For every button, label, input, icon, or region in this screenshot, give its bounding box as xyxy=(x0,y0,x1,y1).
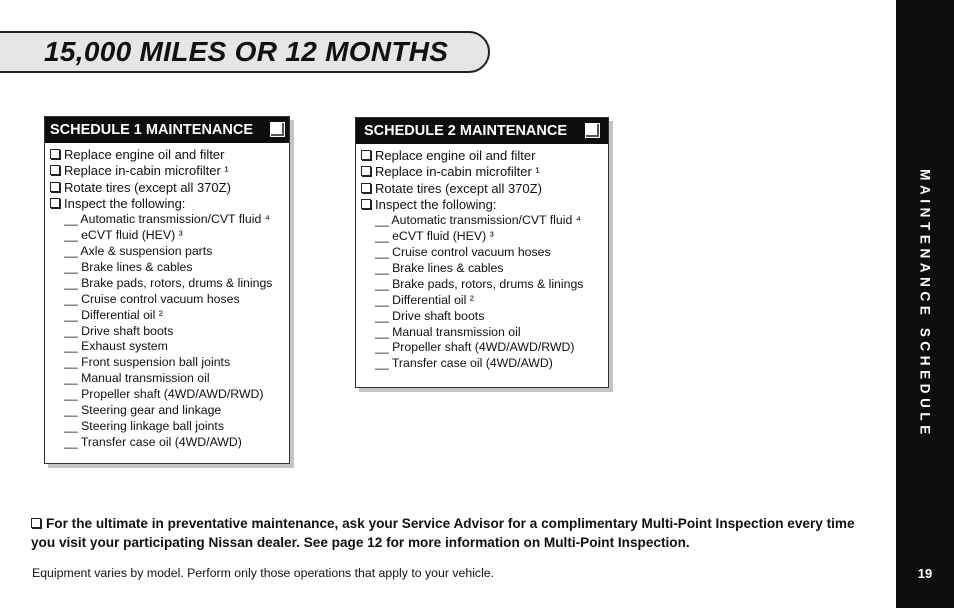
checkbox-icon[interactable] xyxy=(50,198,60,208)
page-number: 19 xyxy=(917,566,933,581)
inspection-subitem xyxy=(50,308,289,324)
checklist-item xyxy=(50,147,289,163)
schedule-1-header xyxy=(45,117,289,143)
item-label: __ Automatic transmission/CVT fluid ⁴ xyxy=(375,213,581,228)
inspection-subitem xyxy=(50,435,289,451)
checklist-item xyxy=(361,164,608,180)
item-label: Inspect the following: xyxy=(375,196,497,212)
inspection-subitem xyxy=(361,229,608,245)
inspection-subitem xyxy=(361,356,608,372)
item-label: __ eCVT fluid (HEV) ³ xyxy=(64,228,183,243)
item-label: __ Propeller shaft (4WD/AWD/RWD) xyxy=(64,387,264,402)
item-label: __ Differential oil ² xyxy=(375,292,474,307)
schedule-1-box xyxy=(44,116,290,464)
inspection-subitem xyxy=(50,244,289,260)
checkbox-icon[interactable] xyxy=(31,518,41,528)
item-label: __ Axle & suspension parts xyxy=(64,244,213,258)
side-section-label: MAINTENANCE SCHEDULE xyxy=(917,169,933,439)
item-label: __ Automatic transmission/CVT fluid ⁴ xyxy=(64,212,270,227)
inspection-subitem xyxy=(361,325,608,341)
checklist-item xyxy=(50,163,289,179)
item-label: Inspect the following: xyxy=(64,195,186,211)
multi-point-inspection-note xyxy=(31,515,881,552)
item-label: __ Transfer case oil (4WD/AWD) xyxy=(375,356,553,371)
item-label: __ Drive shaft boots xyxy=(64,323,174,338)
checkbox-icon[interactable] xyxy=(50,165,60,175)
note-text: For the ultimate in preventative maintenance, ask your Service Advisor for a complimentary Multi-Point Inspection every time you visit your participating Nissan dealer. See page 12 for more information on Multi-Point Inspection. xyxy=(31,516,855,550)
inspection-subitem xyxy=(361,213,608,229)
checklist-item xyxy=(361,181,608,197)
checkbox-icon[interactable] xyxy=(361,183,371,193)
item-label: Replace in-cabin microfilter ¹ xyxy=(64,163,229,179)
inspection-subitem xyxy=(50,339,289,355)
inspection-subitem xyxy=(361,340,608,356)
checkbox-icon[interactable] xyxy=(50,149,60,159)
inspection-subitem xyxy=(361,261,608,277)
item-label: __ eCVT fluid (HEV) ³ xyxy=(375,229,494,244)
inspection-subitem xyxy=(361,293,608,309)
checkbox-icon[interactable] xyxy=(50,182,60,192)
footer-disclaimer: Equipment varies by model. Perform only those operations that apply to your vehicle. xyxy=(32,566,495,580)
inspection-subitem xyxy=(361,277,608,293)
inspection-subitem xyxy=(50,260,289,276)
item-label: Replace in-cabin microfilter ¹ xyxy=(375,164,540,180)
item-label: __ Brake pads, rotors, drums & linings xyxy=(64,275,273,290)
item-label: __ Brake lines & cables xyxy=(375,260,504,275)
inspection-subitem xyxy=(50,419,289,435)
item-label: __ Drive shaft boots xyxy=(375,308,485,323)
item-label: __ Manual transmission oil xyxy=(375,324,521,339)
item-label: Replace engine oil and filter xyxy=(375,148,536,163)
item-label: __ Differential oil ² xyxy=(64,307,163,322)
schedule-2-box xyxy=(355,117,609,388)
item-label: __ Brake lines & cables xyxy=(64,259,193,274)
inspection-subitem xyxy=(361,309,608,325)
schedule-2-list xyxy=(356,144,608,372)
item-label: __ Exhaust system xyxy=(64,339,168,354)
checkbox-icon[interactable] xyxy=(361,199,371,209)
schedule-1-list xyxy=(45,143,289,451)
item-label: __ Steering gear and linkage xyxy=(64,403,222,418)
item-label: __ Propeller shaft (4WD/AWD/RWD) xyxy=(375,340,575,355)
page-title: 15,000 MILES OR 12 MONTHS xyxy=(44,36,449,67)
checklist-item xyxy=(50,180,289,196)
item-label: __ Steering linkage ball joints xyxy=(64,418,224,433)
schedule-1-header-label: SCHEDULE 1 MAINTENANCE xyxy=(50,122,254,138)
inspection-subitem xyxy=(50,324,289,340)
inspection-subitem xyxy=(50,212,289,228)
inspection-subitem xyxy=(50,371,289,387)
checklist-item xyxy=(50,196,289,212)
item-label: Replace engine oil and filter xyxy=(64,147,225,162)
item-label: __ Front suspension ball joints xyxy=(64,355,231,370)
schedule-2-header xyxy=(356,118,608,144)
item-label: __ Cruise control vacuum hoses xyxy=(375,245,551,259)
inspection-subitem xyxy=(50,355,289,371)
checkbox-icon[interactable] xyxy=(361,166,371,176)
inspection-subitem xyxy=(50,292,289,308)
checkbox-icon[interactable] xyxy=(270,122,285,137)
inspection-subitem xyxy=(361,245,608,261)
item-label: Rotate tires (except all 370Z) xyxy=(64,179,231,195)
checkbox-icon[interactable] xyxy=(585,123,600,138)
checkbox-icon[interactable] xyxy=(361,150,371,160)
item-label: __ Transfer case oil (4WD/AWD) xyxy=(64,434,242,449)
item-label: __ Brake pads, rotors, drums & linings xyxy=(375,276,584,291)
inspection-subitem xyxy=(50,228,289,244)
inspection-subitem xyxy=(50,276,289,292)
inspection-subitem xyxy=(50,403,289,419)
item-label: __ Cruise control vacuum hoses xyxy=(64,291,240,306)
checklist-item xyxy=(361,197,608,213)
item-label: Rotate tires (except all 370Z) xyxy=(375,180,542,196)
checklist-item xyxy=(361,148,608,164)
schedule-2-header-label: SCHEDULE 2 MAINTENANCE xyxy=(364,123,568,139)
item-label: __ Manual transmission oil xyxy=(64,371,210,386)
inspection-subitem xyxy=(50,387,289,403)
